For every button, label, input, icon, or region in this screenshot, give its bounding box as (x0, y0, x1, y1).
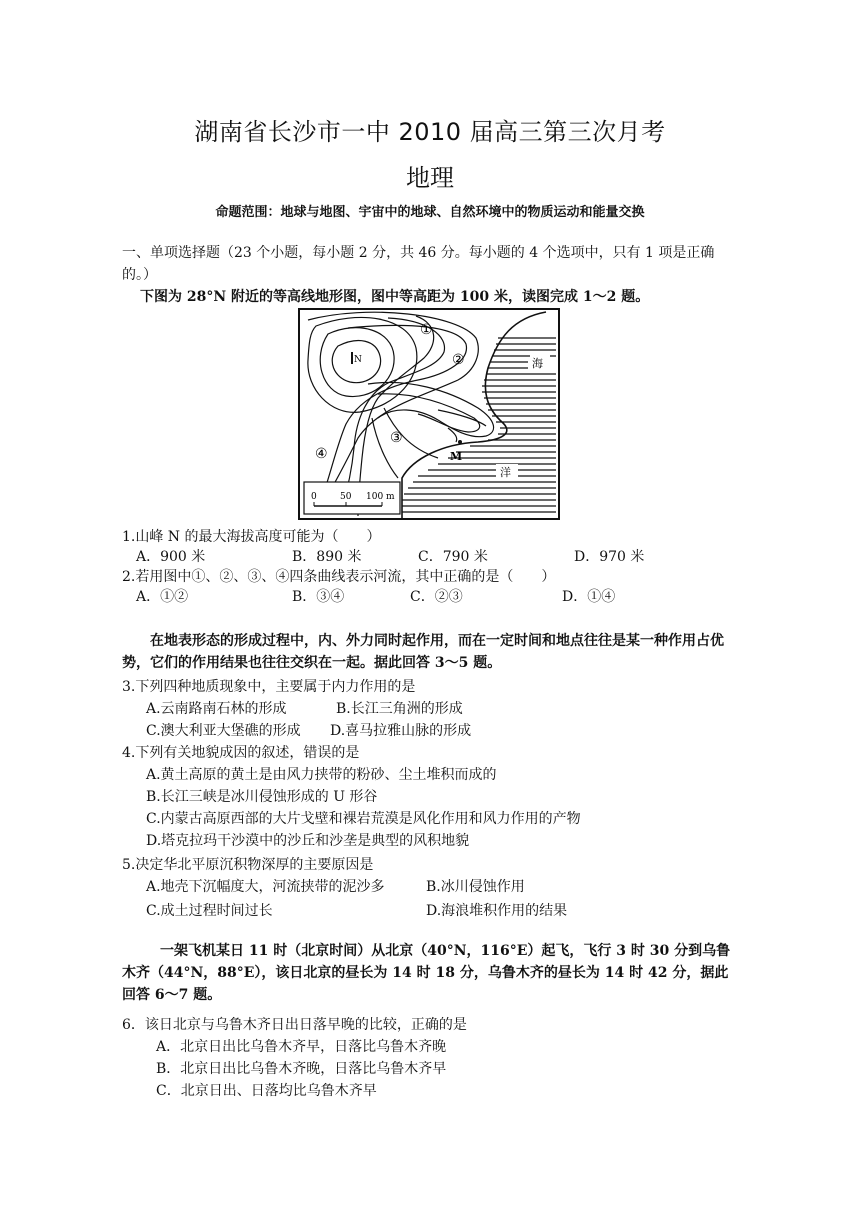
q1-option-a: A．900 米 (136, 549, 206, 565)
q5-option-b: B.冰川侵蚀作用 (426, 879, 525, 895)
q6-option-a: A．北京日出比乌鲁木齐早，日落比乌鲁木齐晚 (156, 1039, 447, 1055)
q2-stem: 2.若用图中①、②、③、④四条曲线表示河流，其中正确的是（ ） (122, 569, 556, 585)
q1-stem: 1.山峰 N 的最大海拔高度可能为（ ） (122, 529, 381, 545)
q2-option-b: B．③④ (292, 589, 345, 605)
scale-50: 50 (340, 492, 352, 502)
q4-option-b: B.长江三峡是冰川侵蚀形成的 U 形谷 (146, 789, 378, 805)
q5-option-d: D.海浪堆积作用的结果 (426, 903, 568, 919)
q1-option-d: D．970 米 (574, 549, 645, 565)
exam-title: 湖南省长沙市一中 2010 届高三第三次月考 (194, 118, 666, 146)
q2-option-d: D．①④ (562, 589, 616, 605)
q3-stem: 3.下列四种地质现象中，主要属于内力作用的是 (122, 679, 416, 695)
point-m-marker (458, 440, 462, 444)
label-4: ④ (315, 446, 328, 462)
q3-option-c: C.澳大利亚大堡礁的形成 (146, 723, 301, 739)
q4-stem: 4.下列有关地貌成因的叙述，错误的是 (122, 745, 360, 761)
sea-label-1: 海 (532, 357, 543, 370)
sea-label-2: 洋 (500, 466, 511, 479)
q1-option-b: B．890 米 (292, 549, 362, 565)
q3-option-b: B.长江三角洲的形成 (336, 701, 463, 717)
q6-stem: 6．该日北京与乌鲁木齐日出日落早晚的比较，正确的是 (122, 1017, 467, 1033)
q4-option-c: C.内蒙古高原西部的大片戈壁和裸岩荒漠是风化作用和风力作用的产物 (146, 811, 581, 827)
map-intro: 下图为 28°N 附近的等高线地形图，图中等高距为 100 米，读图完成 1～2 题。 (140, 289, 650, 305)
q3-option-d: D.喜马拉雅山脉的形成 (330, 723, 472, 739)
point-label: M (450, 450, 463, 463)
intro-flight: 一架飞机某日 11 时（北京时间）从北京（40°N，116°E）起飞，飞行 3 时 30 分到乌鲁木齐（44°N，88°E），该日北京的昼长为 14 时 18 分，乌鲁木齐的昼长为 14 时 42 分，据此回答 6～7 题。 (122, 943, 731, 1003)
scale-0: 0 (311, 492, 317, 502)
q4-option-d: D.塔克拉玛干沙漠中的沙丘和沙垄是典型的风积地貌 (146, 833, 470, 849)
q2-option-a: A．①② (136, 589, 189, 605)
subject-title: 地理 (406, 164, 454, 192)
q5-stem: 5.决定华北平原沉积物深厚的主要原因是 (122, 857, 374, 873)
q2-option-c: C．②③ (410, 589, 463, 605)
scope-line: 命题范围：地球与地图、宇宙中的地球、自然环境中的物质运动和能量交换 (215, 205, 645, 220)
label-3: ③ (390, 430, 403, 446)
q5-option-a: A.地壳下沉幅度大，河流挟带的泥沙多 (146, 879, 385, 895)
q6-option-b: B．北京日出比乌鲁木齐晚，日落比乌鲁木齐早 (156, 1061, 447, 1077)
q3-option-a: A.云南路南石林的形成 (146, 701, 287, 717)
q4-option-a: A.黄土高原的黄土是由风力挟带的粉砂、尘土堆积而成的 (146, 767, 497, 783)
contour-map (298, 308, 560, 520)
section-heading: 一、单项选择题（23 个小题，每小题 2 分，共 46 分。每小题的 4 个选项中，只有 1 项是正确的。） (122, 245, 715, 283)
label-1: ① (420, 322, 433, 338)
q1-option-c: C．790 米 (418, 549, 488, 565)
intro-landforms: 在地表形态的形成过程中，内、外力同时起作用，而在一定时间和地点往往是某一种作用占优势，它们的作用结果也往往交织在一起。据此回答 3～5 题。 (122, 633, 724, 671)
peak-label: N (354, 355, 362, 365)
label-2: ② (452, 352, 465, 368)
scale-100: 100 m (366, 492, 395, 502)
q6-option-c: C．北京日出、日落均比乌鲁木齐早 (156, 1083, 377, 1099)
q5-option-c: C.成土过程时间过长 (146, 903, 273, 919)
